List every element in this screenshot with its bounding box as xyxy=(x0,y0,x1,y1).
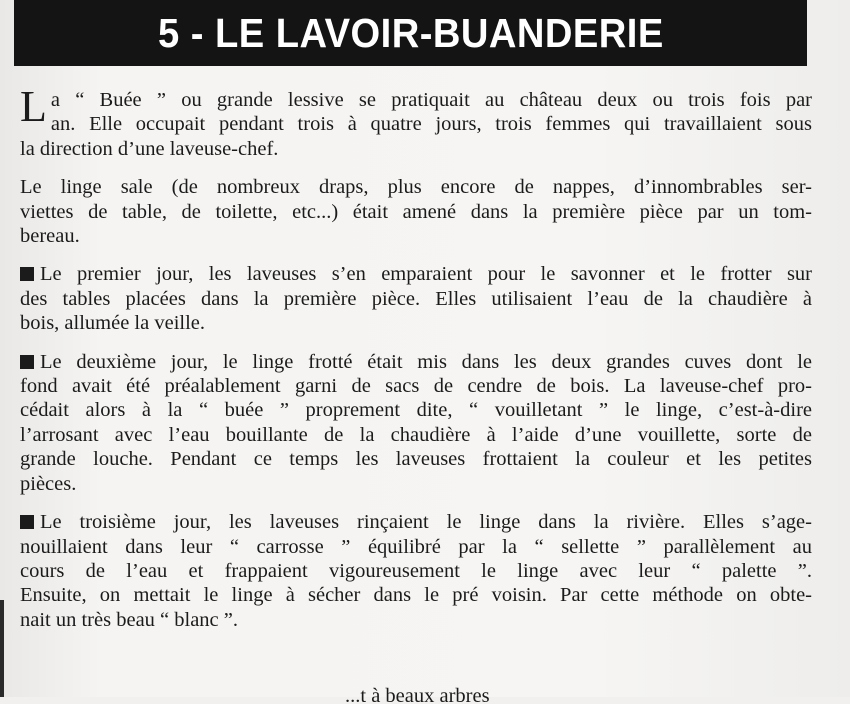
page-title: 5 - LE LAVOIR-BUANDERIE xyxy=(157,9,664,56)
text-line: la direction d’une laveuse-chef. xyxy=(20,137,279,160)
text-line: nait un très beau “ blanc ”. xyxy=(20,608,239,631)
text-line: bois, allumée la veille. xyxy=(20,312,206,335)
title-banner xyxy=(14,0,807,66)
text-line: cours de l’eau et frappaient vigoureusement le linge avec leur “ palette ”. xyxy=(20,559,812,582)
text-line: des tables placées dans la première pièce. Elles utilisaient l’eau de la chaudière à xyxy=(20,287,812,310)
square-bullet-icon xyxy=(20,267,34,281)
text-line: pièces. xyxy=(20,472,77,495)
bulleted-line xyxy=(20,510,812,534)
bulleted-line xyxy=(20,262,812,286)
text-line: grande louche. Pendant ce temps les laveuses frottaient la couleur et les petites xyxy=(20,448,812,471)
text-line: bereau. xyxy=(20,225,80,248)
text-line: Le deuxième jour, le linge frotté était mis dans les deux grandes cuves dont le xyxy=(40,350,812,373)
square-bullet-icon xyxy=(20,515,34,529)
text-line: Le linge sale (de nombreux draps, plus encore de nappes, d’innombrables ser- xyxy=(20,176,812,199)
text-line: Le premier jour, les laveuses s’en emparaient pour le savonner et le frotter sur xyxy=(40,263,812,286)
text-line: fond avait été préalablement garni de sacs de cendre de bois. La laveuse-chef pro- xyxy=(20,375,812,398)
paragraph-2 xyxy=(20,175,812,248)
text-line: cédait alors à la “ buée ” proprement dite, “ vouilletant ” le linge, c’est-à-dire xyxy=(20,399,812,422)
text-line: a “ Buée ” ou grande lessive se pratiquait au château deux ou trois fois par xyxy=(50,89,812,111)
text-line: viettes de table, de toilette, etc...) était amené dans la première pièce par un tom- xyxy=(20,200,812,223)
body-text xyxy=(20,82,812,646)
paragraph-5 xyxy=(20,510,812,632)
paragraph-3 xyxy=(20,262,812,335)
text-line: Le troisième jour, les laveuses rinçaient le linge dans la rivière. Elles s’age- xyxy=(40,511,812,534)
text-line: an. Elle occupait pendant trois à quatre jours, trois femmes qui travaillaient sous xyxy=(50,113,812,136)
drop-cap: L xyxy=(20,82,47,131)
paragraph-1 xyxy=(20,82,812,161)
page-edge-shadow xyxy=(0,600,4,697)
text-line: l’arrosant avec l’eau bouillante de la chaudière à l’aide d’une vouillette, sorte de xyxy=(20,423,812,446)
text-line: Ensuite, on mettait le linge à sécher dans le pré voisin. Par cette méthode on obte- xyxy=(20,584,812,607)
paragraph-4 xyxy=(20,350,812,496)
text-line: nouillaient dans leur “ carrosse ” équilibré par la “ sellette ” parallèlement au xyxy=(20,535,812,558)
bulleted-line xyxy=(20,350,812,374)
cut-off-line: ...t à beaux arbres xyxy=(345,685,490,704)
square-bullet-icon xyxy=(20,355,34,369)
